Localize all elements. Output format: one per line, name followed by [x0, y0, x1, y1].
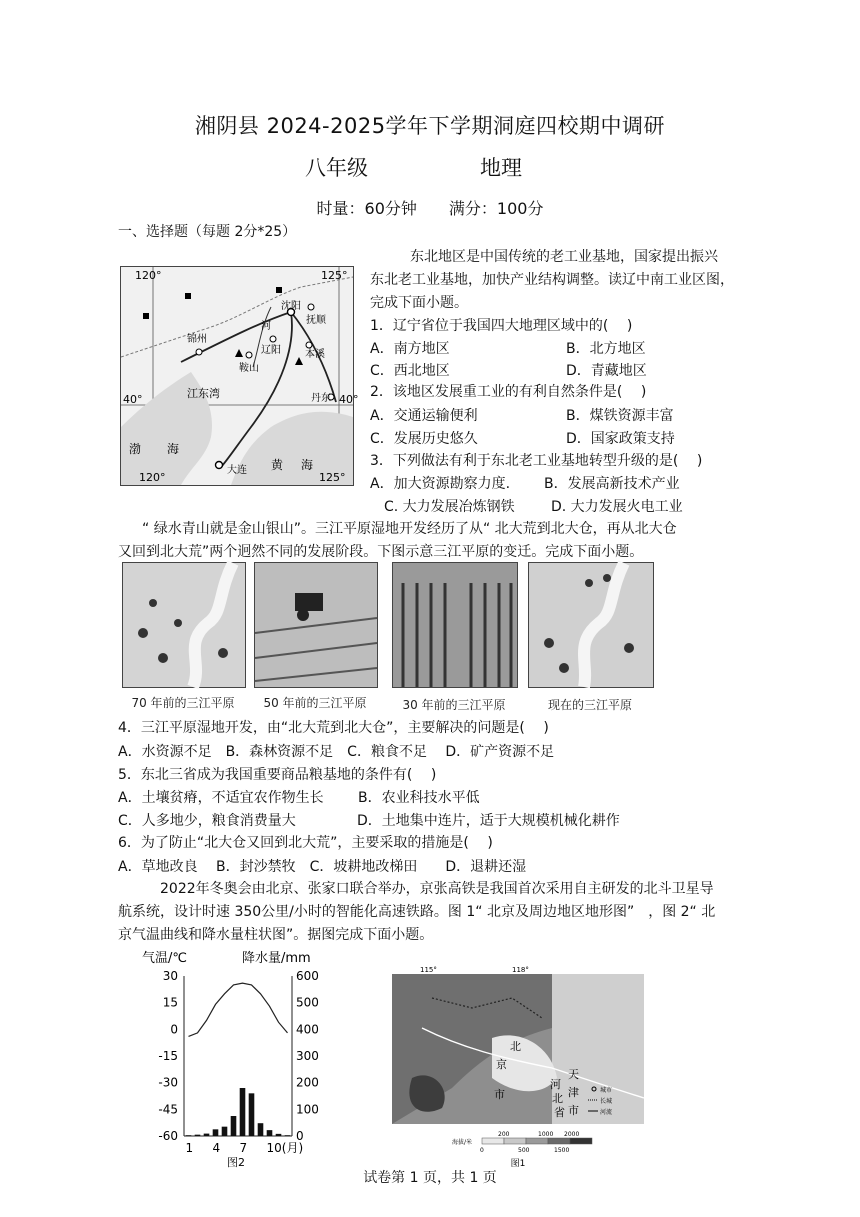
intro1-line2: 东北老工业基地，加快产业结构调整。读辽中南工业区图，: [370, 272, 734, 288]
map2-caption: 图1: [510, 1159, 526, 1169]
temp-tick-label: 30: [162, 969, 178, 983]
map2-scale-1000: 1000: [538, 1131, 554, 1138]
intro2-line2: 又回到北大荒”两个迥然不同的发展阶段。下图示意三江平原的变迁。完成下面小题。: [118, 544, 644, 560]
map2-scale-1500: 1500: [554, 1147, 570, 1154]
q1-option-b[interactable]: B．北方地区: [566, 341, 646, 357]
precip-bar-month-10: [267, 1130, 273, 1136]
q5-option-b[interactable]: B．农业科技水平低: [358, 790, 480, 806]
map2-scale-label: 海拔/米: [452, 1139, 473, 1146]
climate-left-axis-label: 气温/℃: [142, 951, 187, 966]
map2-scale-200: 200: [498, 1131, 510, 1138]
map1-lat-40-left: 40°: [123, 393, 143, 406]
panel-caption-now: 现在的三江平原: [547, 698, 632, 712]
climate-caption: 图2: [227, 1156, 245, 1169]
beijing-terrain-map: [392, 968, 644, 1168]
month-tick-label: 10(月): [266, 1141, 304, 1155]
map2-label-shi2: 市: [568, 1104, 579, 1117]
q4-stem: 4．三江平原湿地开发，由“北大荒到北大仓”，主要解决的问题是( ): [118, 720, 549, 736]
q5-stem: 5．东北三省成为我国重要商品粮基地的条件有( ): [118, 767, 437, 783]
map1-city-liaoyang: 辽阳: [261, 345, 281, 356]
map1-lon-125-bottom: 125°: [319, 471, 346, 484]
map2-elevation-scale: [452, 1131, 592, 1154]
q5-option-d[interactable]: D．土地集中连片，适于大规模机械化耕作: [357, 813, 620, 829]
subject-label: 地理: [480, 156, 522, 180]
intro3-line2: 航系统，设计时速 350公里/小时的智能化高速铁路。图 1“ 北京及周边地区地形图” ，图 2“ 北: [118, 904, 716, 920]
exam-title: 湘阴县 2024-2025学年下学期洞庭四校期中调研: [194, 114, 666, 138]
temp-tick-label: 15: [162, 995, 178, 1010]
month-tick-label: 1: [185, 1141, 194, 1155]
map2-scale-2000: 2000: [564, 1131, 580, 1138]
map1-city-anshan: 鞍山: [239, 363, 259, 374]
intro3-line3: 京气温曲线和降水量柱状图”。据图完成下面小题。: [118, 927, 434, 943]
intro3-line1: 2022年冬奥会由北京、张家口联合举办，京张高铁是我国首次采用自主研发的北斗卫星导: [160, 881, 714, 897]
precip-bar-month-12: [285, 1135, 291, 1136]
intro1-line1: 东北地区是中国传统的老工业基地，国家提出振兴: [410, 249, 718, 265]
map2-label-sheng: 省: [554, 1106, 565, 1119]
map2-legend-wall: 长城: [600, 1098, 613, 1105]
precip-tick-label: 600: [296, 969, 319, 983]
q3-option-c[interactable]: C. 大力发展冶炼钢铁: [384, 499, 515, 515]
temp-tick-label: -15: [158, 1049, 178, 1063]
q3-stem: 3．下列做法有利于东北老工业基地转型升级的是( ): [370, 453, 703, 469]
map1-lat-40-right: 40°: [339, 393, 359, 406]
panel-50-years-ago: [254, 562, 378, 688]
map2-label-jing: 京: [496, 1058, 507, 1071]
map1-lon-120-bottom: 120°: [139, 471, 166, 484]
temp-tick-label: -45: [158, 1102, 178, 1117]
map1-sea-bo: 渤: [129, 442, 142, 456]
map1-city-fushun: 抚顺: [306, 315, 326, 326]
map2-label-jin: 津: [568, 1086, 579, 1099]
precip-tick-label: 500: [296, 995, 319, 1010]
map1-sea-hai1: 海: [167, 442, 180, 456]
precip-tick-label: 100: [296, 1102, 319, 1117]
month-tick-label: 4: [212, 1141, 221, 1155]
precip-bar-month-7: [240, 1088, 246, 1136]
map2-label-bei2: 北: [552, 1092, 563, 1105]
panel-30-years-ago: [392, 562, 518, 688]
precip-bar-month-2: [195, 1135, 201, 1136]
page-footer: 试卷第 1 页，共 1 页: [363, 1170, 497, 1186]
precip-bar-month-9: [258, 1123, 264, 1136]
q1-option-d[interactable]: D．青藏地区: [566, 363, 647, 379]
q1-option-a[interactable]: A．南方地区: [370, 341, 450, 357]
q2-stem: 2．该地区发展重工业的有利自然条件是( ): [370, 384, 647, 400]
q2-option-b[interactable]: B．煤铁资源丰富: [566, 408, 674, 424]
map2-lon-left: 115°: [420, 966, 437, 974]
q6-options[interactable]: A．草地改良 B．封沙禁牧 C．坡耕地改梯田 D．退耕还湿: [118, 859, 527, 875]
precip-bar-month-8: [249, 1093, 255, 1136]
map2-label-tian: 天: [568, 1068, 579, 1081]
map1-city-dalian: 大连: [227, 465, 247, 476]
precip-bar-month-11: [276, 1134, 282, 1136]
map1-lon-120-top: 120°: [135, 269, 162, 282]
map2-label-shi: 市: [494, 1088, 505, 1101]
map1-city-jinzhou: 锦州: [187, 334, 207, 345]
map2-legend-city: 城市: [600, 1087, 613, 1094]
map1-city-dandong: 丹东: [311, 393, 331, 404]
panel-now: [528, 562, 654, 688]
liaozhongnan-map: [120, 266, 359, 486]
q5-option-c[interactable]: C．人多地少，粮食消费量大: [118, 813, 296, 829]
panel-caption-70: 70 年前的三江平原: [131, 696, 235, 710]
map1-city-shenyang: 沈阳: [281, 301, 301, 312]
map2-label-bei: 北: [510, 1040, 521, 1053]
q3-option-a[interactable]: A．加大资源勘察力度.: [370, 476, 511, 492]
map1-sea-hai2: 海: [301, 458, 314, 472]
precip-tick-label: 400: [296, 1022, 319, 1037]
map1-sea-gulf: 江东湾: [187, 387, 220, 400]
map2-lon-right: 118°: [512, 966, 529, 974]
exam-meta: 时量：60分钟 满分：100分: [316, 199, 544, 218]
map1-sea-huang: 黄: [271, 458, 284, 472]
q5-option-a[interactable]: A．土壤贫瘠，不适宜农作物生长: [118, 790, 324, 806]
precip-tick-label: 200: [296, 1075, 319, 1090]
temp-tick-label: -30: [158, 1075, 178, 1090]
precip-bar-month-4: [213, 1129, 219, 1136]
map2-scale-500: 500: [518, 1147, 530, 1154]
grade-label: 八年级: [305, 156, 368, 180]
panel-caption-30: 30 年前的三江平原: [402, 698, 506, 712]
month-tick-label: 7: [239, 1141, 248, 1155]
map2-legend-river: 河流: [600, 1109, 613, 1116]
map1-lon-125-top: 125°: [321, 269, 348, 282]
map1-city-benxi: 本溪: [305, 349, 325, 360]
q3-option-b[interactable]: B．发展高新技术产业: [544, 476, 680, 492]
q2-option-d[interactable]: D．国家政策支持: [566, 431, 675, 447]
precip-bar-month-3: [204, 1134, 210, 1136]
q2-option-a[interactable]: A．交通运输便利: [370, 408, 478, 424]
precip-bar-month-6: [231, 1116, 237, 1136]
beijing-climate-chart: [140, 946, 340, 1172]
temperature-line: [189, 983, 288, 1036]
panel-caption-50: 50 年前的三江平原: [263, 696, 367, 710]
section-heading: 一、选择题（每题 2分*25）: [118, 224, 297, 240]
climate-right-axis-label: 降水量/mm: [242, 951, 311, 966]
temp-tick-label: -60: [158, 1129, 178, 1143]
map1-river: 河: [261, 321, 271, 332]
q6-stem: 6．为了防止“北大仓又回到北大荒”，主要采取的措施是( ): [118, 835, 493, 851]
map2-label-he: 河: [550, 1078, 561, 1091]
intro2-line1: “ 绿水青山就是金山银山”。三江平原湿地开发经历了从“ 北大荒到北大仓，再从北大仓: [142, 521, 677, 537]
q2-option-c[interactable]: C．发展历史悠久: [370, 431, 478, 447]
q3-option-d[interactable]: D. 大力发展火电工业: [551, 499, 683, 515]
panel-70-years-ago: [122, 562, 246, 688]
precip-bar-month-1: [186, 1135, 192, 1136]
intro1-line3: 完成下面小题。: [370, 295, 468, 311]
precip-bar-month-5: [222, 1127, 228, 1136]
q4-options[interactable]: A．水资源不足 B．森林资源不足 C．粮食不足 D．矿产资源不足: [118, 744, 555, 760]
q1-stem: 1．辽宁省位于我国四大地理区域中的( ): [370, 318, 633, 334]
q1-option-c[interactable]: C．西北地区: [370, 363, 450, 379]
temp-tick-label: 0: [170, 1022, 178, 1037]
precip-tick-label: 300: [296, 1049, 319, 1063]
map2-scale-0: 0: [480, 1147, 484, 1154]
precip-tick-label: 0: [296, 1129, 304, 1143]
